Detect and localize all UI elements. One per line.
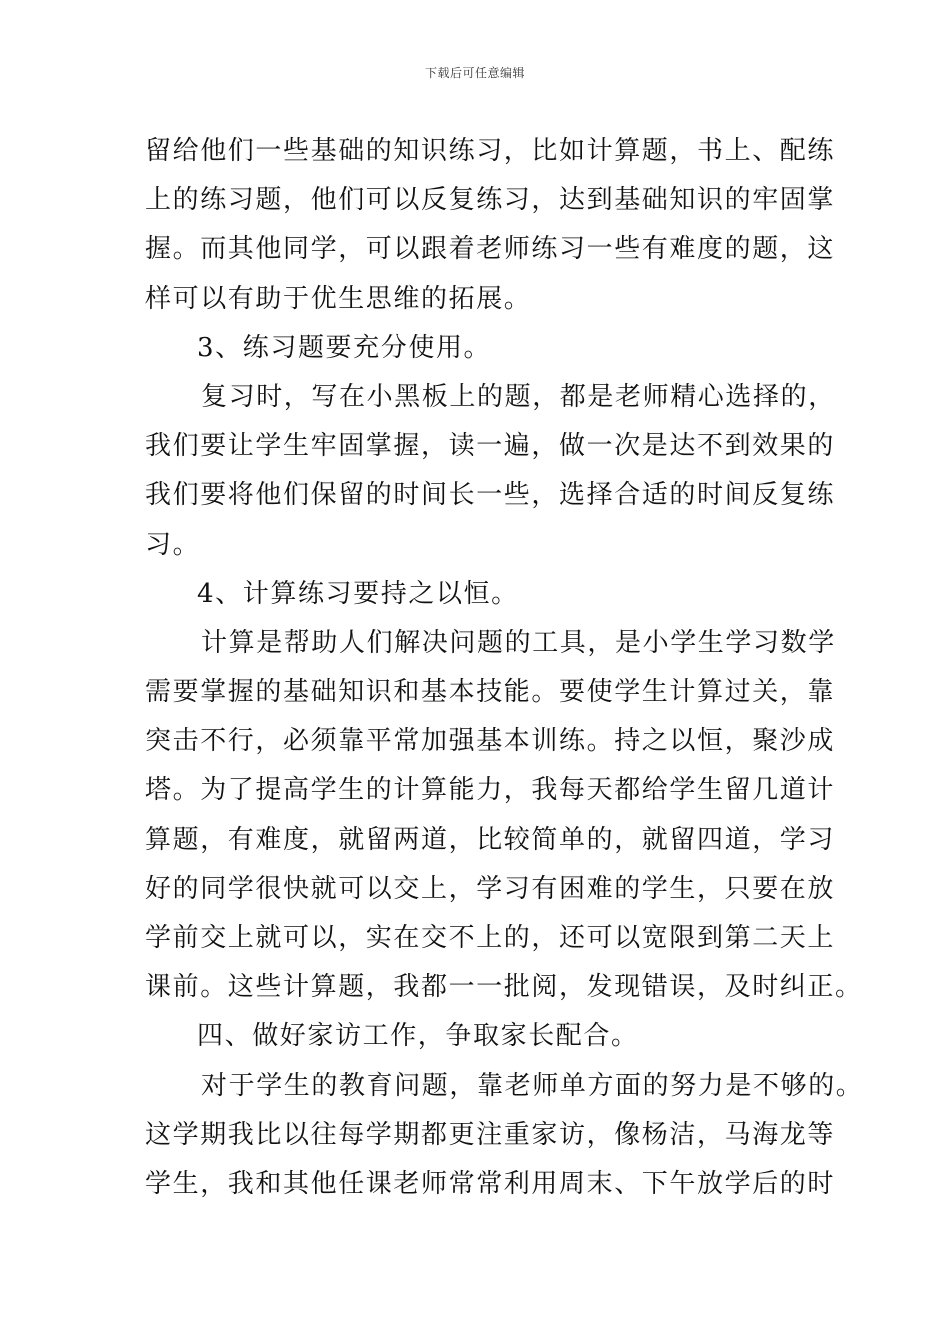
paragraph-first-line: 复习时，写在小黑板上的题，都是老师精心选择的， bbox=[201, 381, 836, 412]
text-line: 好的同学很快就可以交上，学习有困难的学生，只要在放 bbox=[145, 873, 836, 904]
text-line: 我们要让学生牢固掌握，读一遍，做一次是达不到效果的 bbox=[145, 431, 836, 462]
text-line: 学生，我和其他任课老师常常利用周末、下午放学后的时 bbox=[145, 1168, 836, 1199]
text-line: 样可以有助于优生思维的拓展。 bbox=[145, 283, 532, 314]
page-header: 下载后可任意编辑 bbox=[424, 66, 525, 80]
text-line: 塔。为了提高学生的计算能力，我每天都给学生留几道计 bbox=[145, 775, 836, 806]
text-line: 这学期我比以往每学期都更注重家访，像杨洁，马海龙等 bbox=[145, 1119, 836, 1150]
paragraph-first-line: 计算是帮助人们解决问题的工具，是小学生学习数学 bbox=[201, 627, 836, 658]
text-line: 习。 bbox=[145, 529, 201, 560]
text-line: 算题，有难度，就留两道，比较简单的，就留四道，学习 bbox=[145, 824, 836, 855]
text-line: 学前交上就可以，实在交不上的，还可以宽限到第二天上 bbox=[145, 923, 836, 953]
section-heading: 四、做好家访工作，争取家长配合。 bbox=[197, 1021, 639, 1052]
section-heading: 4、计算练习要持之以恒。 bbox=[197, 578, 519, 609]
text-line: 需要掌握的基础知识和基本技能。要使学生计算过关，靠 bbox=[145, 677, 836, 708]
text-line: 留给他们一些基础的知识练习，比如计算题，书上、配练 bbox=[145, 136, 836, 166]
text-line: 课前。这些计算题，我都一一批阅，发现错误，及时纠正。 bbox=[145, 972, 863, 1003]
section-heading: 3、练习题要充分使用。 bbox=[197, 332, 492, 363]
text-line: 握。而其他同学，可以跟着老师练习一些有难度的题，这 bbox=[145, 234, 836, 265]
text-line: 我们要将他们保留的时间长一些，选择合适的时间反复练 bbox=[145, 480, 836, 511]
document-body bbox=[145, 127, 864, 1209]
paragraph-first-line: 对于学生的教育问题，靠老师单方面的努力是不够的。 bbox=[201, 1070, 864, 1101]
text-line: 上的练习题，他们可以反复练习，达到基础知识的牢固掌 bbox=[145, 185, 836, 216]
text-line: 突击不行，必须靠平常加强基本训练。持之以恒，聚沙成 bbox=[145, 726, 836, 757]
